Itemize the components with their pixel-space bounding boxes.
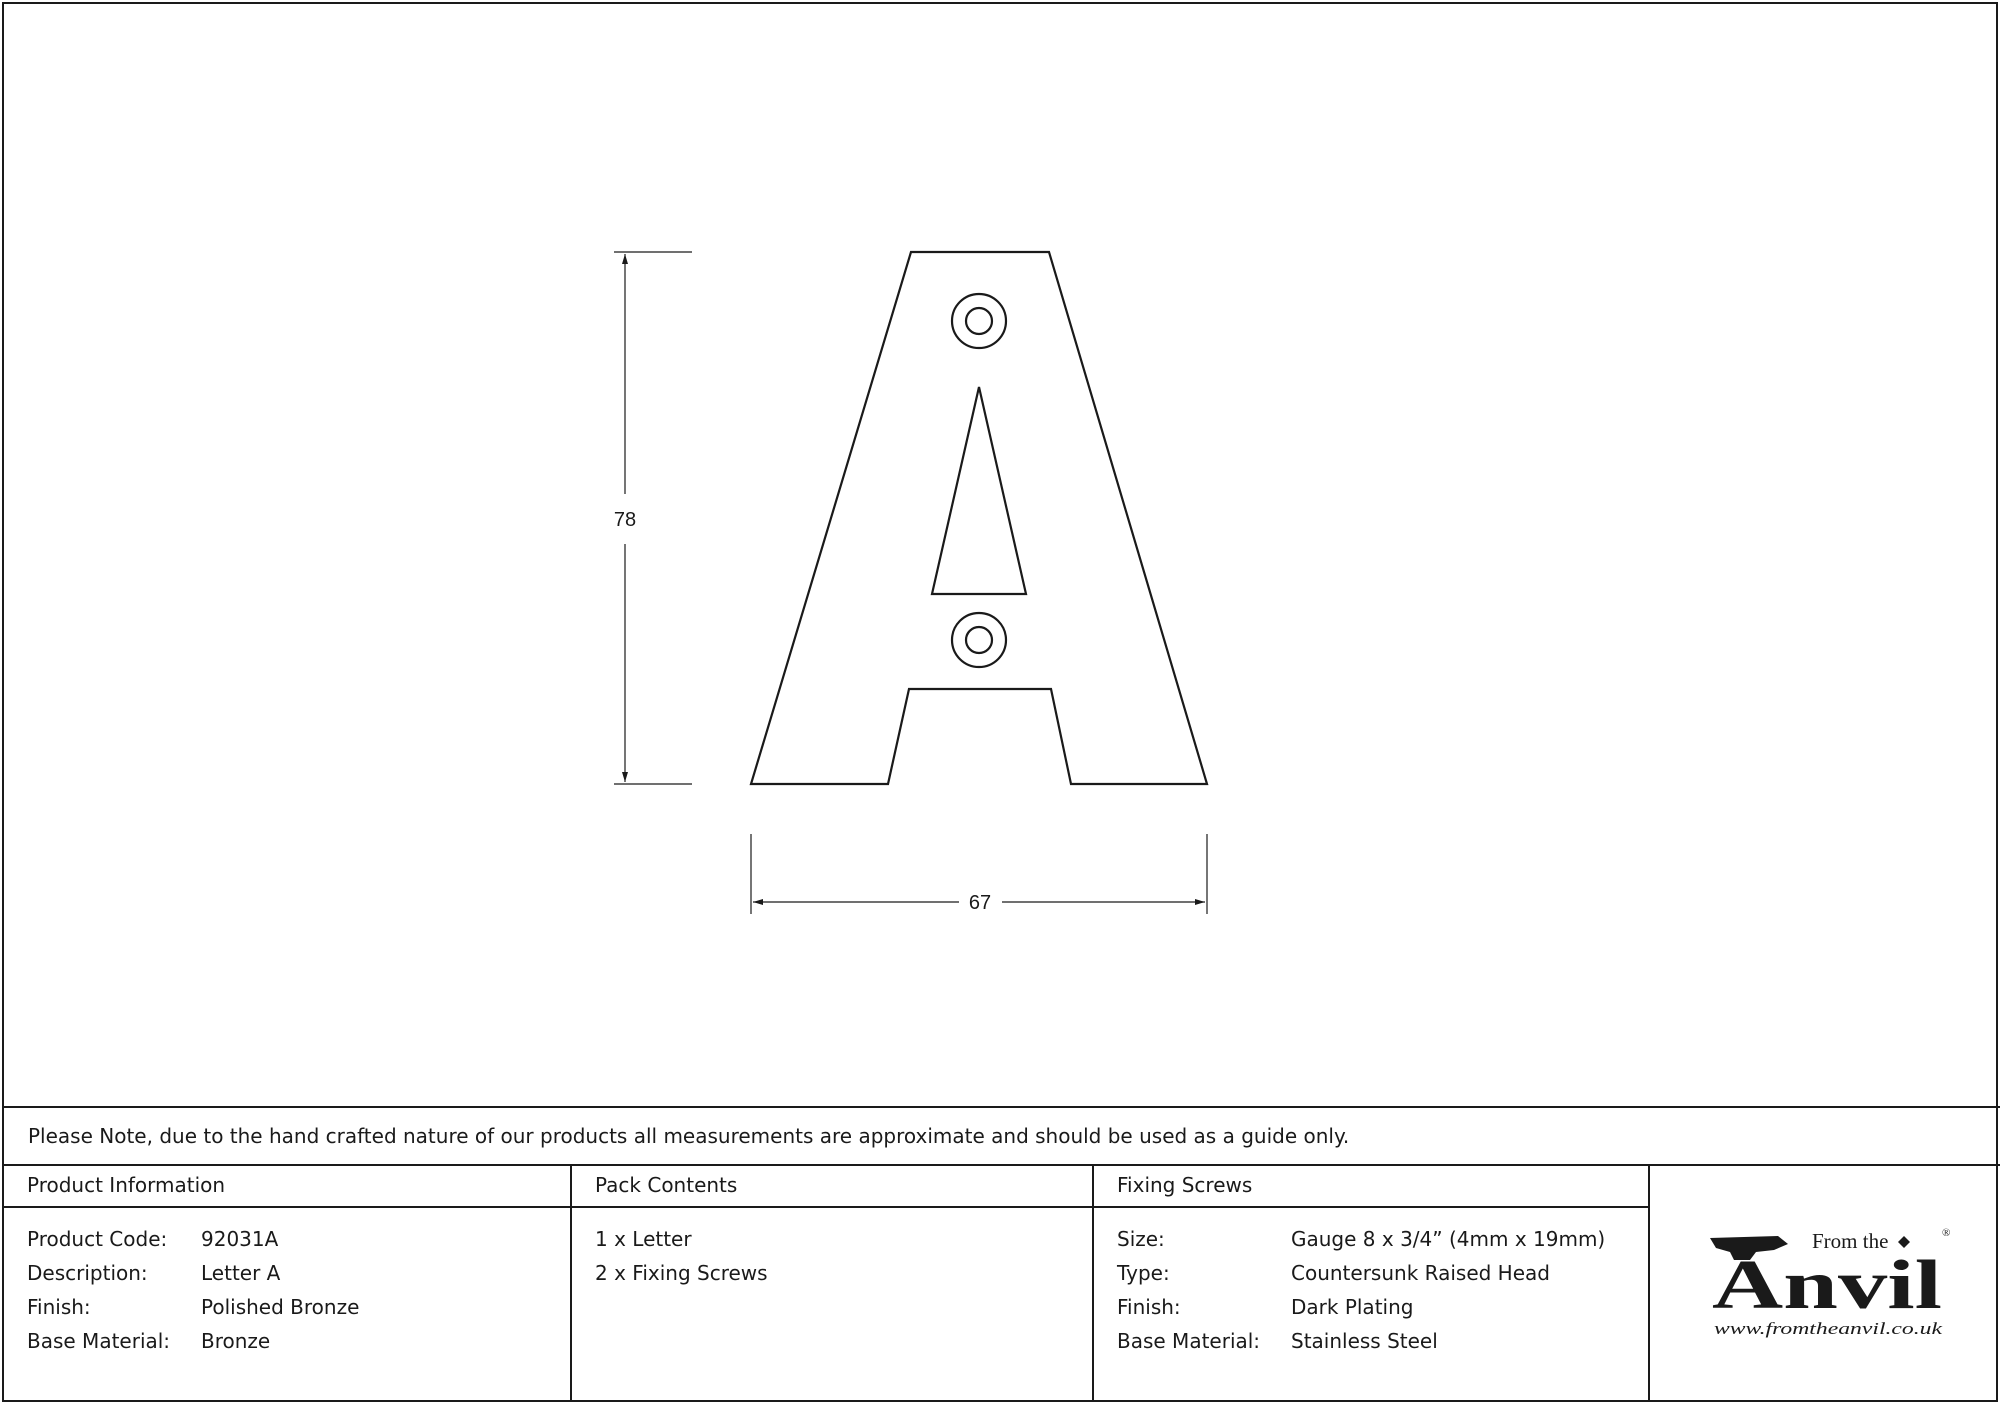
fixing-screws-value: Dark Plating <box>1291 1295 1414 1319</box>
width-dimension-label: 67 <box>968 892 992 914</box>
fixing-hole-bottom-icon <box>952 613 1006 667</box>
product-info-value: 92031A <box>201 1227 279 1251</box>
fixing-screws-heading: Fixing Screws <box>1094 1166 1648 1208</box>
product-info-key: Product Code: <box>27 1227 168 1251</box>
letter-a-outline <box>751 252 1207 784</box>
fixing-screws-key: Type: <box>1117 1261 1170 1285</box>
product-information-heading: Product Information <box>4 1166 570 1208</box>
height-dimension <box>614 252 692 784</box>
measurement-note: Please Note, due to the hand crafted nature of our products all measurements are approximate and should be used as a guide only. <box>4 1106 2000 1166</box>
product-info-row <box>4 1324 570 1358</box>
product-information-section <box>4 1166 572 1402</box>
product-info-key: Description: <box>27 1261 148 1285</box>
fixing-screws-row <box>1094 1256 1648 1290</box>
technical-drawing <box>4 4 2000 1104</box>
drawing-sheet <box>2 2 1998 1402</box>
logo-from-the: From the <box>1812 1229 1889 1253</box>
width-dimension <box>751 834 1207 914</box>
fixing-screws-value: Gauge 8 x 3/4” (4mm x 19mm) <box>1291 1227 1606 1251</box>
fixing-screws-key: Finish: <box>1117 1295 1181 1319</box>
fixing-screws-value: Stainless Steel <box>1291 1329 1438 1353</box>
product-info-key: Finish: <box>27 1295 91 1319</box>
logo-brand-name: Anvil <box>1712 1247 1942 1324</box>
pack-contents-item: 1 x Letter <box>595 1227 692 1251</box>
pack-contents-item: 2 x Fixing Screws <box>595 1261 768 1285</box>
fixing-hole-top-icon <box>952 294 1006 348</box>
fixing-screws-key: Base Material: <box>1117 1329 1261 1353</box>
product-info-row <box>4 1222 570 1256</box>
product-info-key: Base Material: <box>27 1329 171 1353</box>
product-info-value: Letter A <box>201 1261 281 1285</box>
height-dimension-label: 78 <box>613 509 637 531</box>
fixing-screws-row <box>1094 1290 1648 1324</box>
product-info-value: Bronze <box>201 1329 271 1353</box>
fixing-screws-row <box>1094 1324 1648 1358</box>
logo-url: www.fromtheanvil.co.uk <box>1714 1319 1943 1338</box>
pack-contents-heading: Pack Contents <box>572 1166 1092 1208</box>
info-table <box>4 1166 2000 1404</box>
brand-logo <box>1650 1166 2000 1402</box>
anvil-logo-icon <box>1650 1166 2000 1402</box>
letter-a-counter <box>932 387 1026 594</box>
product-info-row <box>4 1256 570 1290</box>
logo-registered-mark: ® <box>1942 1227 1951 1239</box>
product-info-value: Polished Bronze <box>201 1295 360 1319</box>
fixing-screws-value: Countersunk Raised Head <box>1291 1261 1550 1285</box>
product-info-row <box>4 1290 570 1324</box>
fixing-screws-section <box>1094 1166 1650 1402</box>
fixing-screws-key: Size: <box>1117 1227 1165 1251</box>
pack-contents-section <box>572 1166 1094 1402</box>
fixing-screws-row <box>1094 1222 1648 1256</box>
